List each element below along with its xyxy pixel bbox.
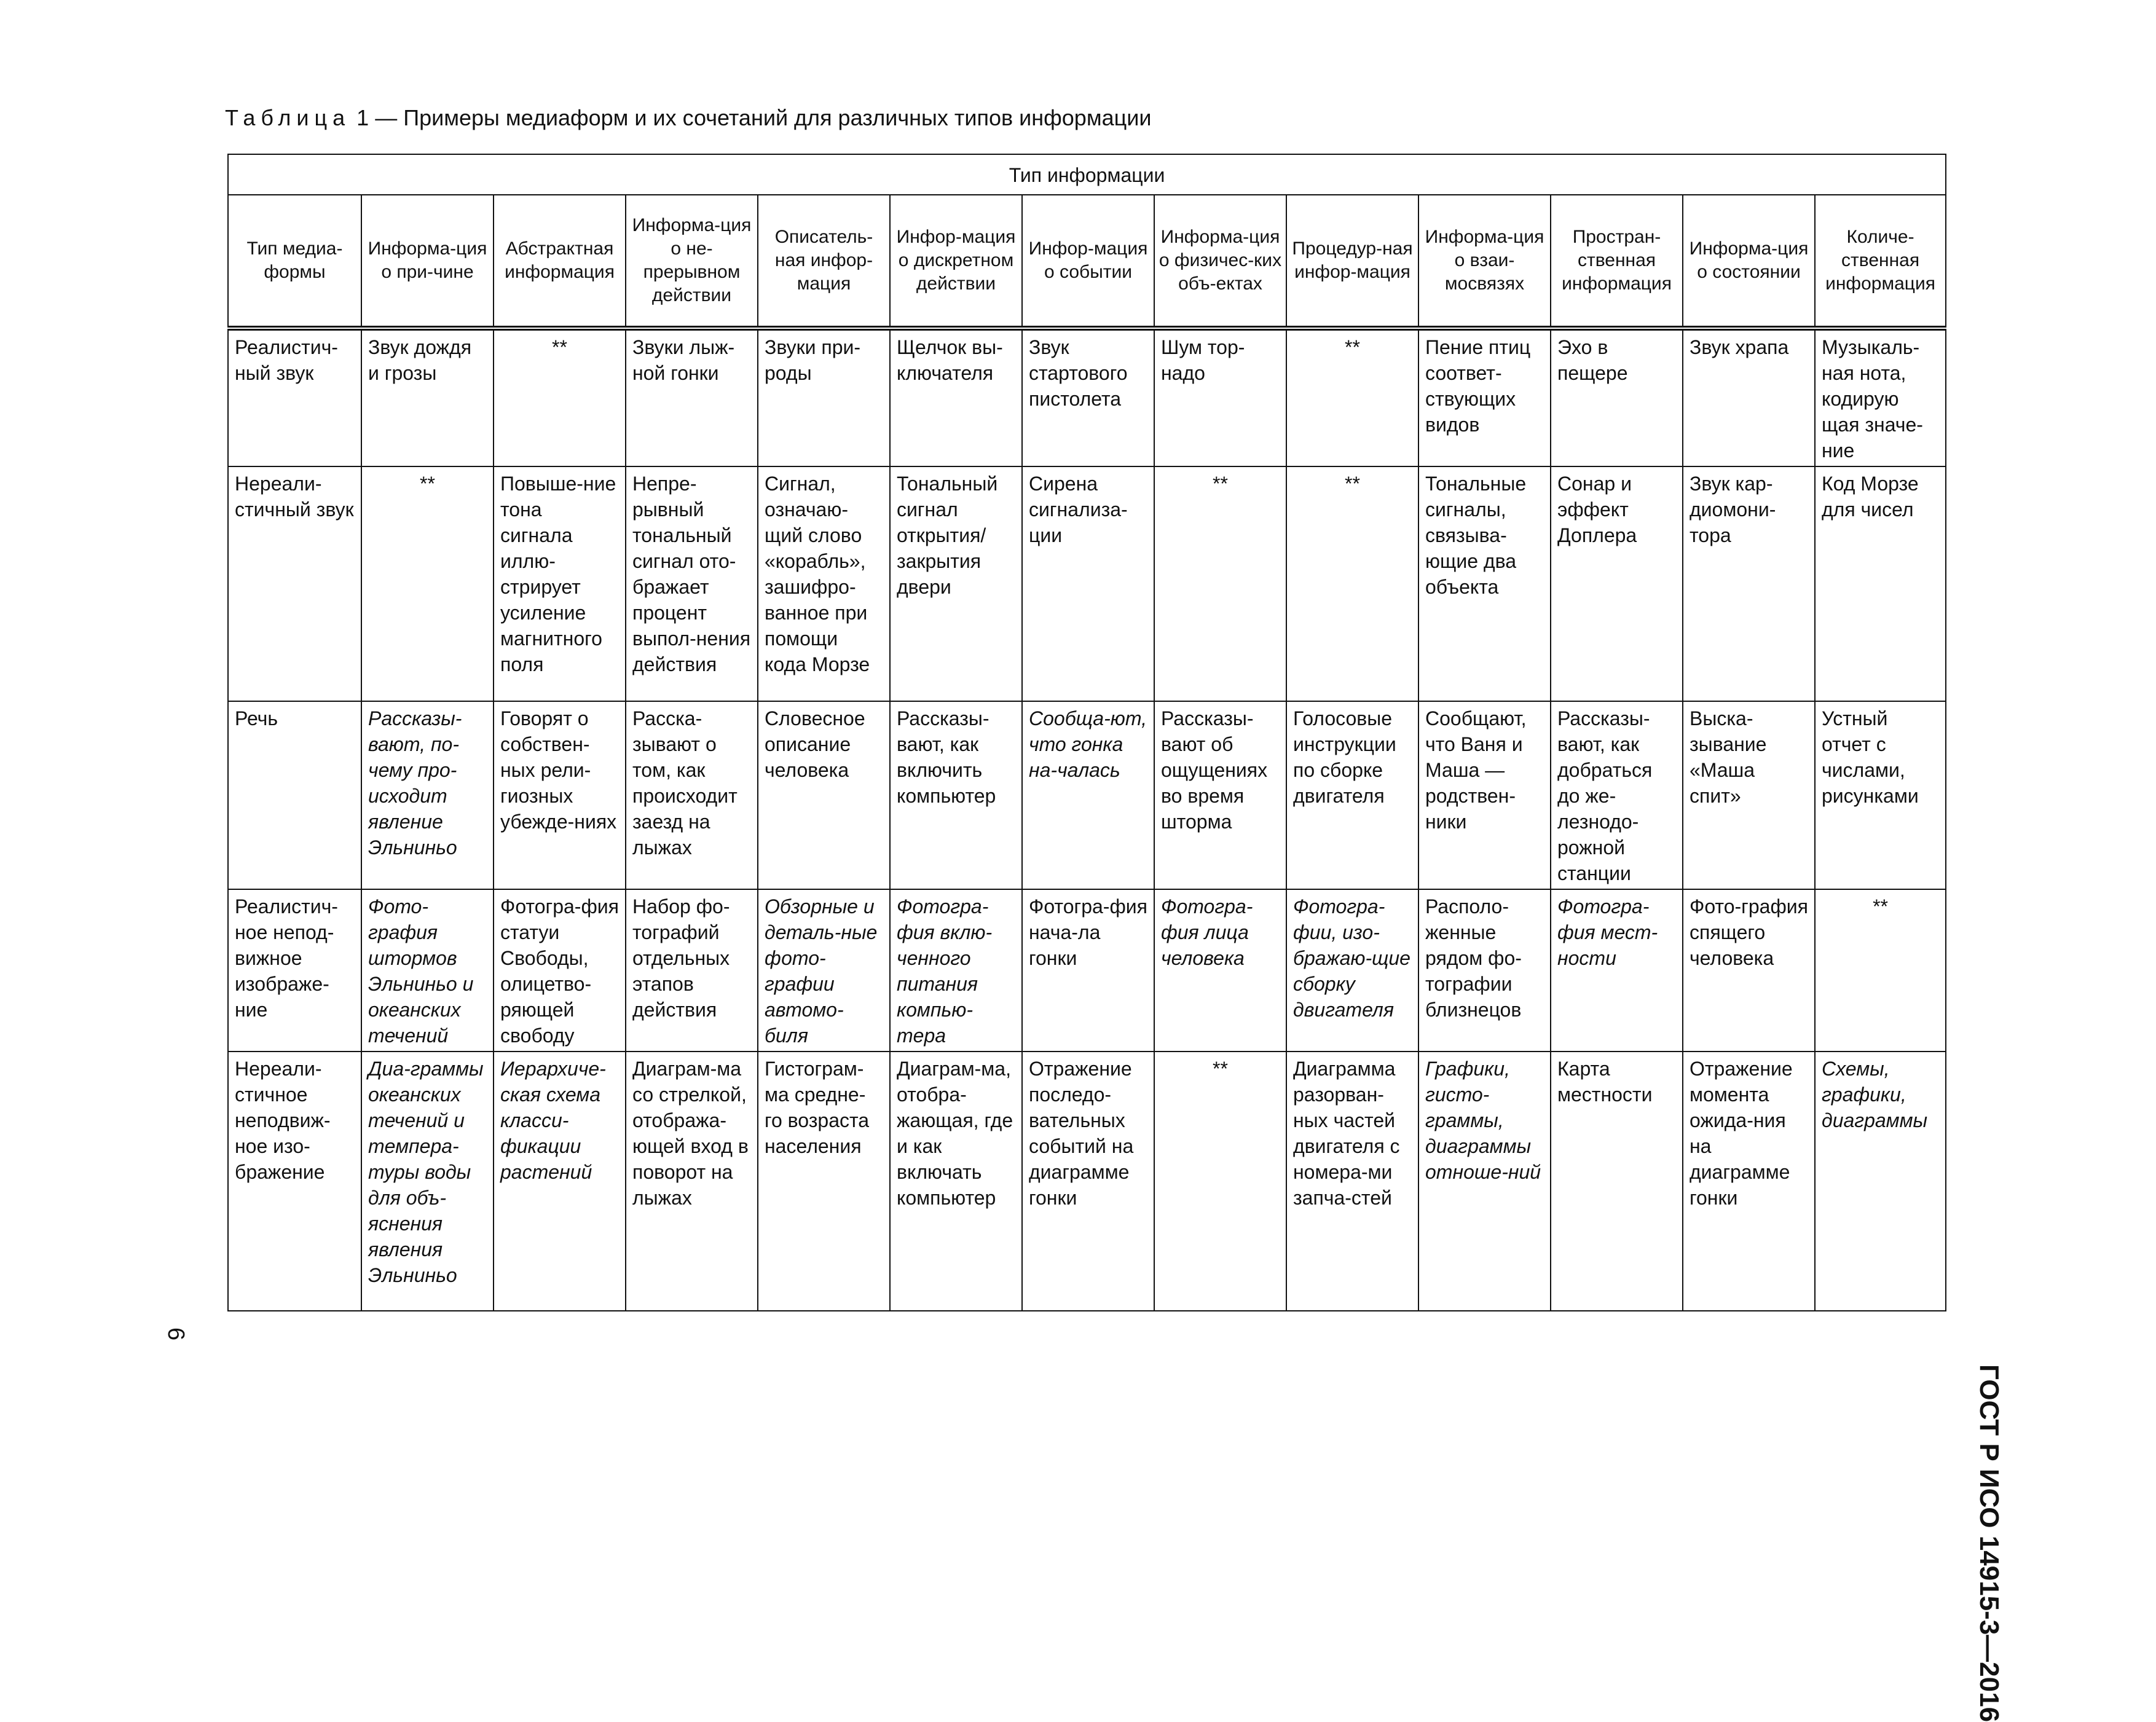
table-cell: Отражение момента ожида-ния на диаграмме гонки [1683,1052,1815,1311]
table-cell: Устный отчет с числами, рисунками [1815,701,1946,889]
table-cell: Словесное описание человека [758,701,890,889]
table-cell: Сирена сигнализа-ции [1022,466,1154,701]
table-cell: Говорят о собствен-ных рели-гиозных убежде-ниях [494,701,626,889]
table-cell: Звук кар-диомони-тора [1683,466,1815,701]
column-header: Описатель-ная инфор-мация [758,195,890,328]
table-caption-text: 1 — Примеры медиаформ и их сочетаний для различных типов информации [356,105,1152,130]
table-cell: Звук храпа [1683,328,1815,466]
table-cell: Рассказы-вают, как включить компьютер [890,701,1022,889]
table-cell: Звук дождя и грозы [361,328,494,466]
table-cell: Непре-рывный тональный сигнал ото-бражает процент выпол-нения действия [626,466,758,701]
table-cell: Фото-графия штормов Эльниньо и океанских течений [361,889,494,1052]
row-label: Речь [228,701,361,889]
row-label: Реалистич-ное непод-вижное изображе-ние [228,889,361,1052]
standard-code: ГОСТ Р ИСО 14915-3—2016 [1974,1364,2004,1722]
table-cell: Голосовые инструкции по сборке двигателя [1286,701,1418,889]
table-cell: ** [1815,889,1946,1052]
column-header: Количе-ственная информация [1815,195,1946,328]
table-cell: Рассказы-вают, как добраться до же-лезнодо-рожной станции [1551,701,1683,889]
table-cell: Обзорные и деталь-ные фото-графии автомо-биля [758,889,890,1052]
table-row [228,1052,1946,1311]
table-cell: Рассказы-вают, по-чему про-исходит явление Эльниньо [361,701,494,889]
table-cell: Выска-зывание «Маша спит» [1683,701,1815,889]
row-label: Нереали-стичный звук [228,466,361,701]
column-header: Абстрактная информация [494,195,626,328]
table-cell: Схемы, графики, диаграммы [1815,1052,1946,1311]
table-cell: Сонар и эффект Доплера [1551,466,1683,701]
table-cell: Звуки лыж-ной гонки [626,328,758,466]
table-row [228,466,1946,701]
table-cell: Сообща-ют, что гонка на-чалась [1022,701,1154,889]
table-cell: Рассказы-вают об ощущениях во время шторма [1154,701,1286,889]
column-header: Информа-ция о состоянии [1683,195,1815,328]
table-cell: Фотогра-фия статуи Свободы, олицетво-ряющей свободу [494,889,626,1052]
table-cell: ** [1154,466,1286,701]
table-cell: Щелчок вы-ключателя [890,328,1022,466]
table-cell: Отражение последо-вательных событий на диаграмме гонки [1022,1052,1154,1311]
table-cell: Иерархиче-ская схема класси-фикации растений [494,1052,626,1311]
table-cell: Фотогра-фии, изо-бражаю-щие сборку двигателя [1286,889,1418,1052]
table-cell: ** [1154,1052,1286,1311]
table-cell: Расска-зывают о том, как происходит заезд на лыжах [626,701,758,889]
table-cell: Музыкаль-ная нота, кодирую щая значе-ние [1815,328,1946,466]
column-header: Информа-ция о при-чине [361,195,494,328]
table-cell: Диаграм-ма со стрелкой, отобража-ющей вход в поворот на лыжах [626,1052,758,1311]
page-number: 6 [163,1327,189,1341]
table-caption-label: Таблица [225,105,351,130]
table-cell: Фото-графия спящего человека [1683,889,1815,1052]
table-cell: Фотогра-фия вклю-ченного питания компью-тера [890,889,1022,1052]
column-header: Информа-ция о не-прерывном действии [626,195,758,328]
table-cell: Код Морзе для чисел [1815,466,1946,701]
table-cell: ** [494,328,626,466]
table-cell: Звуки при-роды [758,328,890,466]
table-cell: Диаграмма разорван-ных частей двигателя с номера-ми запча-стей [1286,1052,1418,1311]
row-label: Реалистич-ный звук [228,328,361,466]
group-header: Тип информации [228,154,1946,195]
table-cell: Фотогра-фия мест-ности [1551,889,1683,1052]
table-cell: ** [361,466,494,701]
table-cell: Фотогра-фия лица человека [1154,889,1286,1052]
table-cell: Эхо в пещере [1551,328,1683,466]
column-header: Инфор-мация о дискретном действии [890,195,1022,328]
table-caption [225,104,1151,132]
column-header: Инфор-мация о событии [1022,195,1154,328]
table-cell: Диа-граммы океанских течений и темпера-туры воды для объ-яснения явления Эльниньо [361,1052,494,1311]
table-cell: Шум тор-надо [1154,328,1286,466]
table-row [228,889,1946,1052]
table-cell: Гистограм-ма средне-го возраста населения [758,1052,890,1311]
column-header: Информа-ция о физичес-ких объ-ектах [1154,195,1286,328]
table-cell: Сообщают, что Ваня и Маша — родствен-ники [1418,701,1551,889]
media-forms-table [227,154,1946,1311]
table-cell: Повыше-ние тона сигнала иллю-стрирует усиление магнитного поля [494,466,626,701]
table-row [228,701,1946,889]
table-cell: Графики, гисто-граммы, диаграммы отноше-ний [1418,1052,1551,1311]
table-cell: Тональные сигналы, связыва-ющие два объекта [1418,466,1551,701]
table-cell: ** [1286,328,1418,466]
table-cell: Сигнал, означаю-щий слово «корабль», зашифро-ванное при помощи кода Морзе [758,466,890,701]
table-cell: Пение птиц соответ-ствующих видов [1418,328,1551,466]
table-cell: Карта местности [1551,1052,1683,1311]
table-row [228,328,1946,466]
row-label: Нереали-стичное неподвиж-ное изо-бражение [228,1052,361,1311]
table-cell: Тональный сигнал открытия/ закрытия двери [890,466,1022,701]
table-cell: Диаграм-ма, отобра-жающая, где и как включать компьютер [890,1052,1022,1311]
table-cell: Располо-женные рядом фо-тографии близнецов [1418,889,1551,1052]
column-header: Информа-ция о взаи-мосвязях [1418,195,1551,328]
table-cell: ** [1286,466,1418,701]
table-cell: Набор фо-тографий отдельных этапов действия [626,889,758,1052]
column-header: Процедур-ная инфор-мация [1286,195,1418,328]
table-cell: Фотогра-фия нача-ла гонки [1022,889,1154,1052]
column-header: Простран-ственная информация [1551,195,1683,328]
corner-header: Тип медиа-формы [228,195,361,328]
table-cell: Звук стартового пистолета [1022,328,1154,466]
